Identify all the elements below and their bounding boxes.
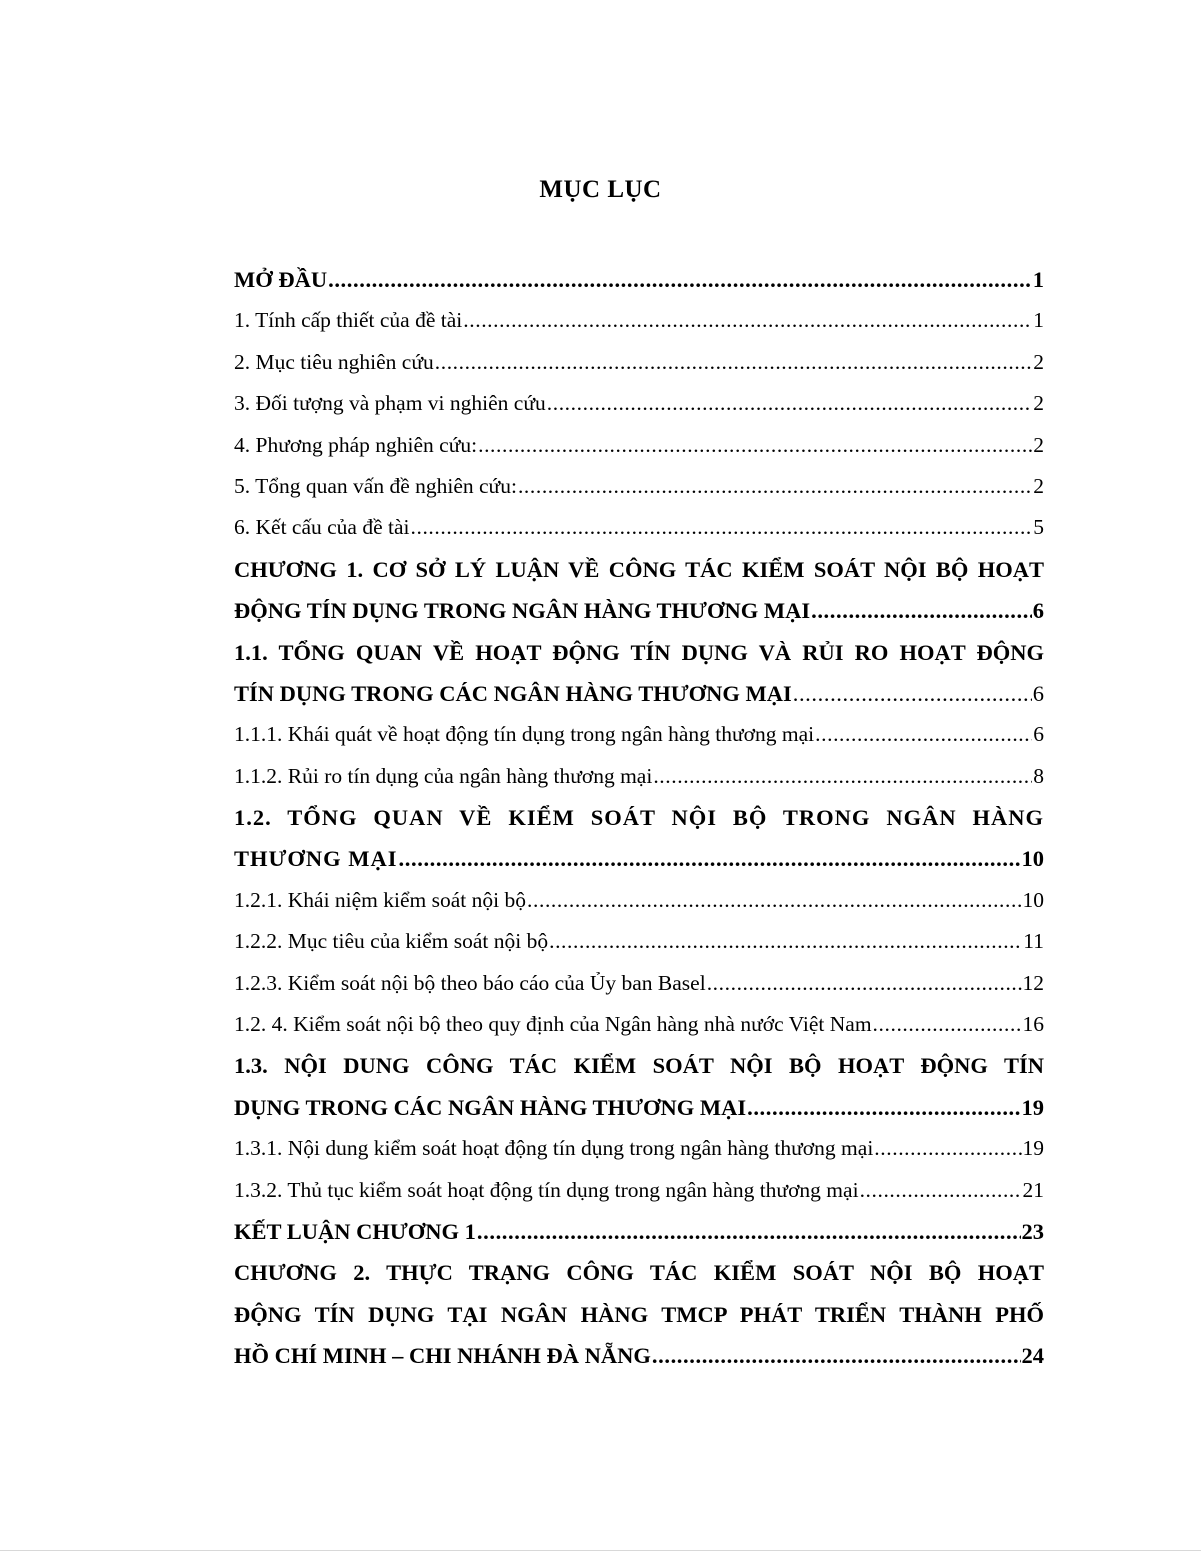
toc-entry-page: 2 [1033,391,1044,416]
toc-entry-page: 10 [1021,846,1044,872]
toc-entry-text: HỒ CHÍ MINH – CHI NHÁNH ĐÀ NẴNG [234,1335,651,1376]
toc-entry-text: MỞ ĐẦU [234,259,327,300]
toc-leader-dots [463,300,1032,341]
toc-leader-dots [547,383,1033,424]
toc-entry-page: 11 [1023,929,1044,954]
toc-leader-dots [328,259,1032,300]
toc-entry-page: 6 [1033,722,1044,747]
toc-entry [234,383,1044,424]
toc-entry [234,590,1044,631]
toc-entry [234,342,1044,383]
toc-entry-page: 19 [1021,1094,1044,1120]
toc-entry-text: 2. Mục tiêu nghiên cứu [234,342,434,383]
toc-entry-text: 1.1.2. Rủi ro tín dụng của ngân hàng thương mại [234,756,652,797]
toc-heading-line: 1.3. NỘI DUNG CÔNG TÁC KIỂM SOÁT NỘI BỘ HOẠT ĐỘNG TÍN [234,1053,1044,1079]
toc-leader-dots [527,880,1021,921]
toc-entry-text: 5. Tổng quan vấn đề nghiên cứu: [234,466,517,507]
toc-entry-page: 19 [1022,1136,1044,1161]
toc-entry-page: 24 [1021,1343,1044,1369]
toc-entry-text: DỤNG TRONG CÁC NGÂN HÀNG THƯƠNG MẠI [234,1087,746,1128]
toc-leader-dots [815,714,1032,755]
toc-entry [234,425,1044,466]
toc-entry-text: ĐỘNG TÍN DỤNG TRONG NGÂN HÀNG THƯƠNG MẠI [234,590,810,631]
toc-entry [234,714,1044,755]
toc-entry-page: 2 [1033,473,1044,498]
toc-entry-text: 1.3.2. Thủ tục kiểm soát hoạt động tín dụng trong ngân hàng thương mại [234,1170,859,1211]
toc-entry-text: 6. Kết cấu của đề tài [234,507,410,548]
toc-entry-text: 1.3.1. Nội dung kiểm soát hoạt động tín dụng trong ngân hàng thương mại [234,1128,873,1169]
toc-entry-text: 1.2.1. Khái niệm kiểm soát nội bộ [234,880,526,921]
toc-entry [234,838,1044,879]
toc-entry [234,673,1044,714]
toc-entry [234,1128,1044,1169]
toc-leader-dots [652,1335,1021,1376]
toc-leader-dots [811,590,1032,631]
toc-leader-dots [747,1087,1020,1128]
toc-entry-text: TÍN DỤNG TRONG CÁC NGÂN HÀNG THƯƠNG MẠI [234,673,792,714]
toc-leader-dots [411,507,1033,548]
toc-leader-dots [873,1004,1022,1045]
toc-entry-text: 1.2.2. Mục tiêu của kiểm soát nội bộ [234,921,548,962]
toc-entry-text: 1.1.1. Khái quát về hoạt động tín dụng trong ngân hàng thương mại [234,714,814,755]
toc-entry-page: 2 [1033,349,1044,374]
toc-leader-dots [477,1211,1021,1252]
toc-entry-page: 12 [1022,970,1044,995]
toc-entry-text: 1.2. 4. Kiểm soát nội bộ theo quy định của Ngân hàng nhà nước Việt Nam [234,1004,872,1045]
toc-entry-text: 1. Tính cấp thiết của đề tài [234,300,462,341]
toc-entry-page: 8 [1033,763,1044,788]
toc-leader-dots [435,342,1033,383]
toc-leader-dots [399,838,1021,879]
toc-entry-page: 1 [1032,267,1044,292]
toc-entry [234,921,1044,962]
toc-entry [234,963,1044,1004]
toc-entry-text: THƯƠNG MẠI [234,838,398,879]
toc-entry [234,1335,1044,1376]
toc-entry [234,1170,1044,1211]
toc-entry [234,1087,1044,1128]
toc-entry [234,466,1044,507]
toc-leader-dots [518,466,1032,507]
toc-entry [234,880,1044,921]
toc-heading-line: CHƯƠNG 2. THỰC TRẠNG CÔNG TÁC KIỂM SOÁT NỘI BỘ HOẠT [234,1260,1044,1286]
toc-entry [234,756,1044,797]
page-edge-divider [0,1550,1201,1551]
toc-entry-page: 6 [1032,680,1044,706]
toc-entry-page: 1 [1033,308,1044,333]
page-title: MỤC LỤC [539,176,662,203]
toc-leader-dots [874,1128,1021,1169]
toc-leader-dots [478,425,1032,466]
toc-entry [234,300,1044,341]
toc-leader-dots [707,963,1022,1004]
table-of-contents [234,259,1044,1377]
toc-leader-dots [793,673,1032,714]
toc-entry-page: 16 [1022,1012,1044,1037]
toc-entry-page: 2 [1033,432,1044,457]
toc-entry-page: 6 [1032,598,1044,624]
toc-leader-dots [860,1170,1022,1211]
toc-entry-text: KẾT LUẬN CHƯƠNG 1 [234,1211,476,1252]
toc-heading-line: 1.2. TỔNG QUAN VỀ KIỂM SOÁT NỘI BỘ TRONG NGÂN HÀNG [234,805,1044,831]
toc-entry-page: 10 [1022,887,1044,912]
toc-entry [234,507,1044,548]
toc-heading-line: ĐỘNG TÍN DỤNG TẠI NGÂN HÀNG TMCP PHÁT TRIỂN THÀNH PHỐ [234,1301,1044,1327]
toc-leader-dots [653,756,1032,797]
toc-entry-page: 21 [1022,1177,1044,1202]
toc-leader-dots [549,921,1022,962]
toc-entry-text: 4. Phương pháp nghiên cứu: [234,425,477,466]
toc-entry [234,1004,1044,1045]
toc-entry-text: 1.2.3. Kiểm soát nội bộ theo báo cáo của Ủy ban Basel [234,963,706,1004]
toc-entry-page: 5 [1033,515,1044,540]
toc-heading-line: 1.1. TỔNG QUAN VỀ HOẠT ĐỘNG TÍN DỤNG VÀ RỦI RO HOẠT ĐỘNG [234,639,1044,665]
toc-heading-line: CHƯƠNG 1. CƠ SỞ LÝ LUẬN VỀ CÔNG TÁC KIỂM SOÁT NỘI BỘ HOẠT [234,556,1044,582]
toc-entry-text: 3. Đối tượng và phạm vi nghiên cứu [234,383,546,424]
toc-entry-page: 23 [1021,1218,1044,1244]
toc-entry [234,259,1044,300]
toc-entry [234,1211,1044,1252]
